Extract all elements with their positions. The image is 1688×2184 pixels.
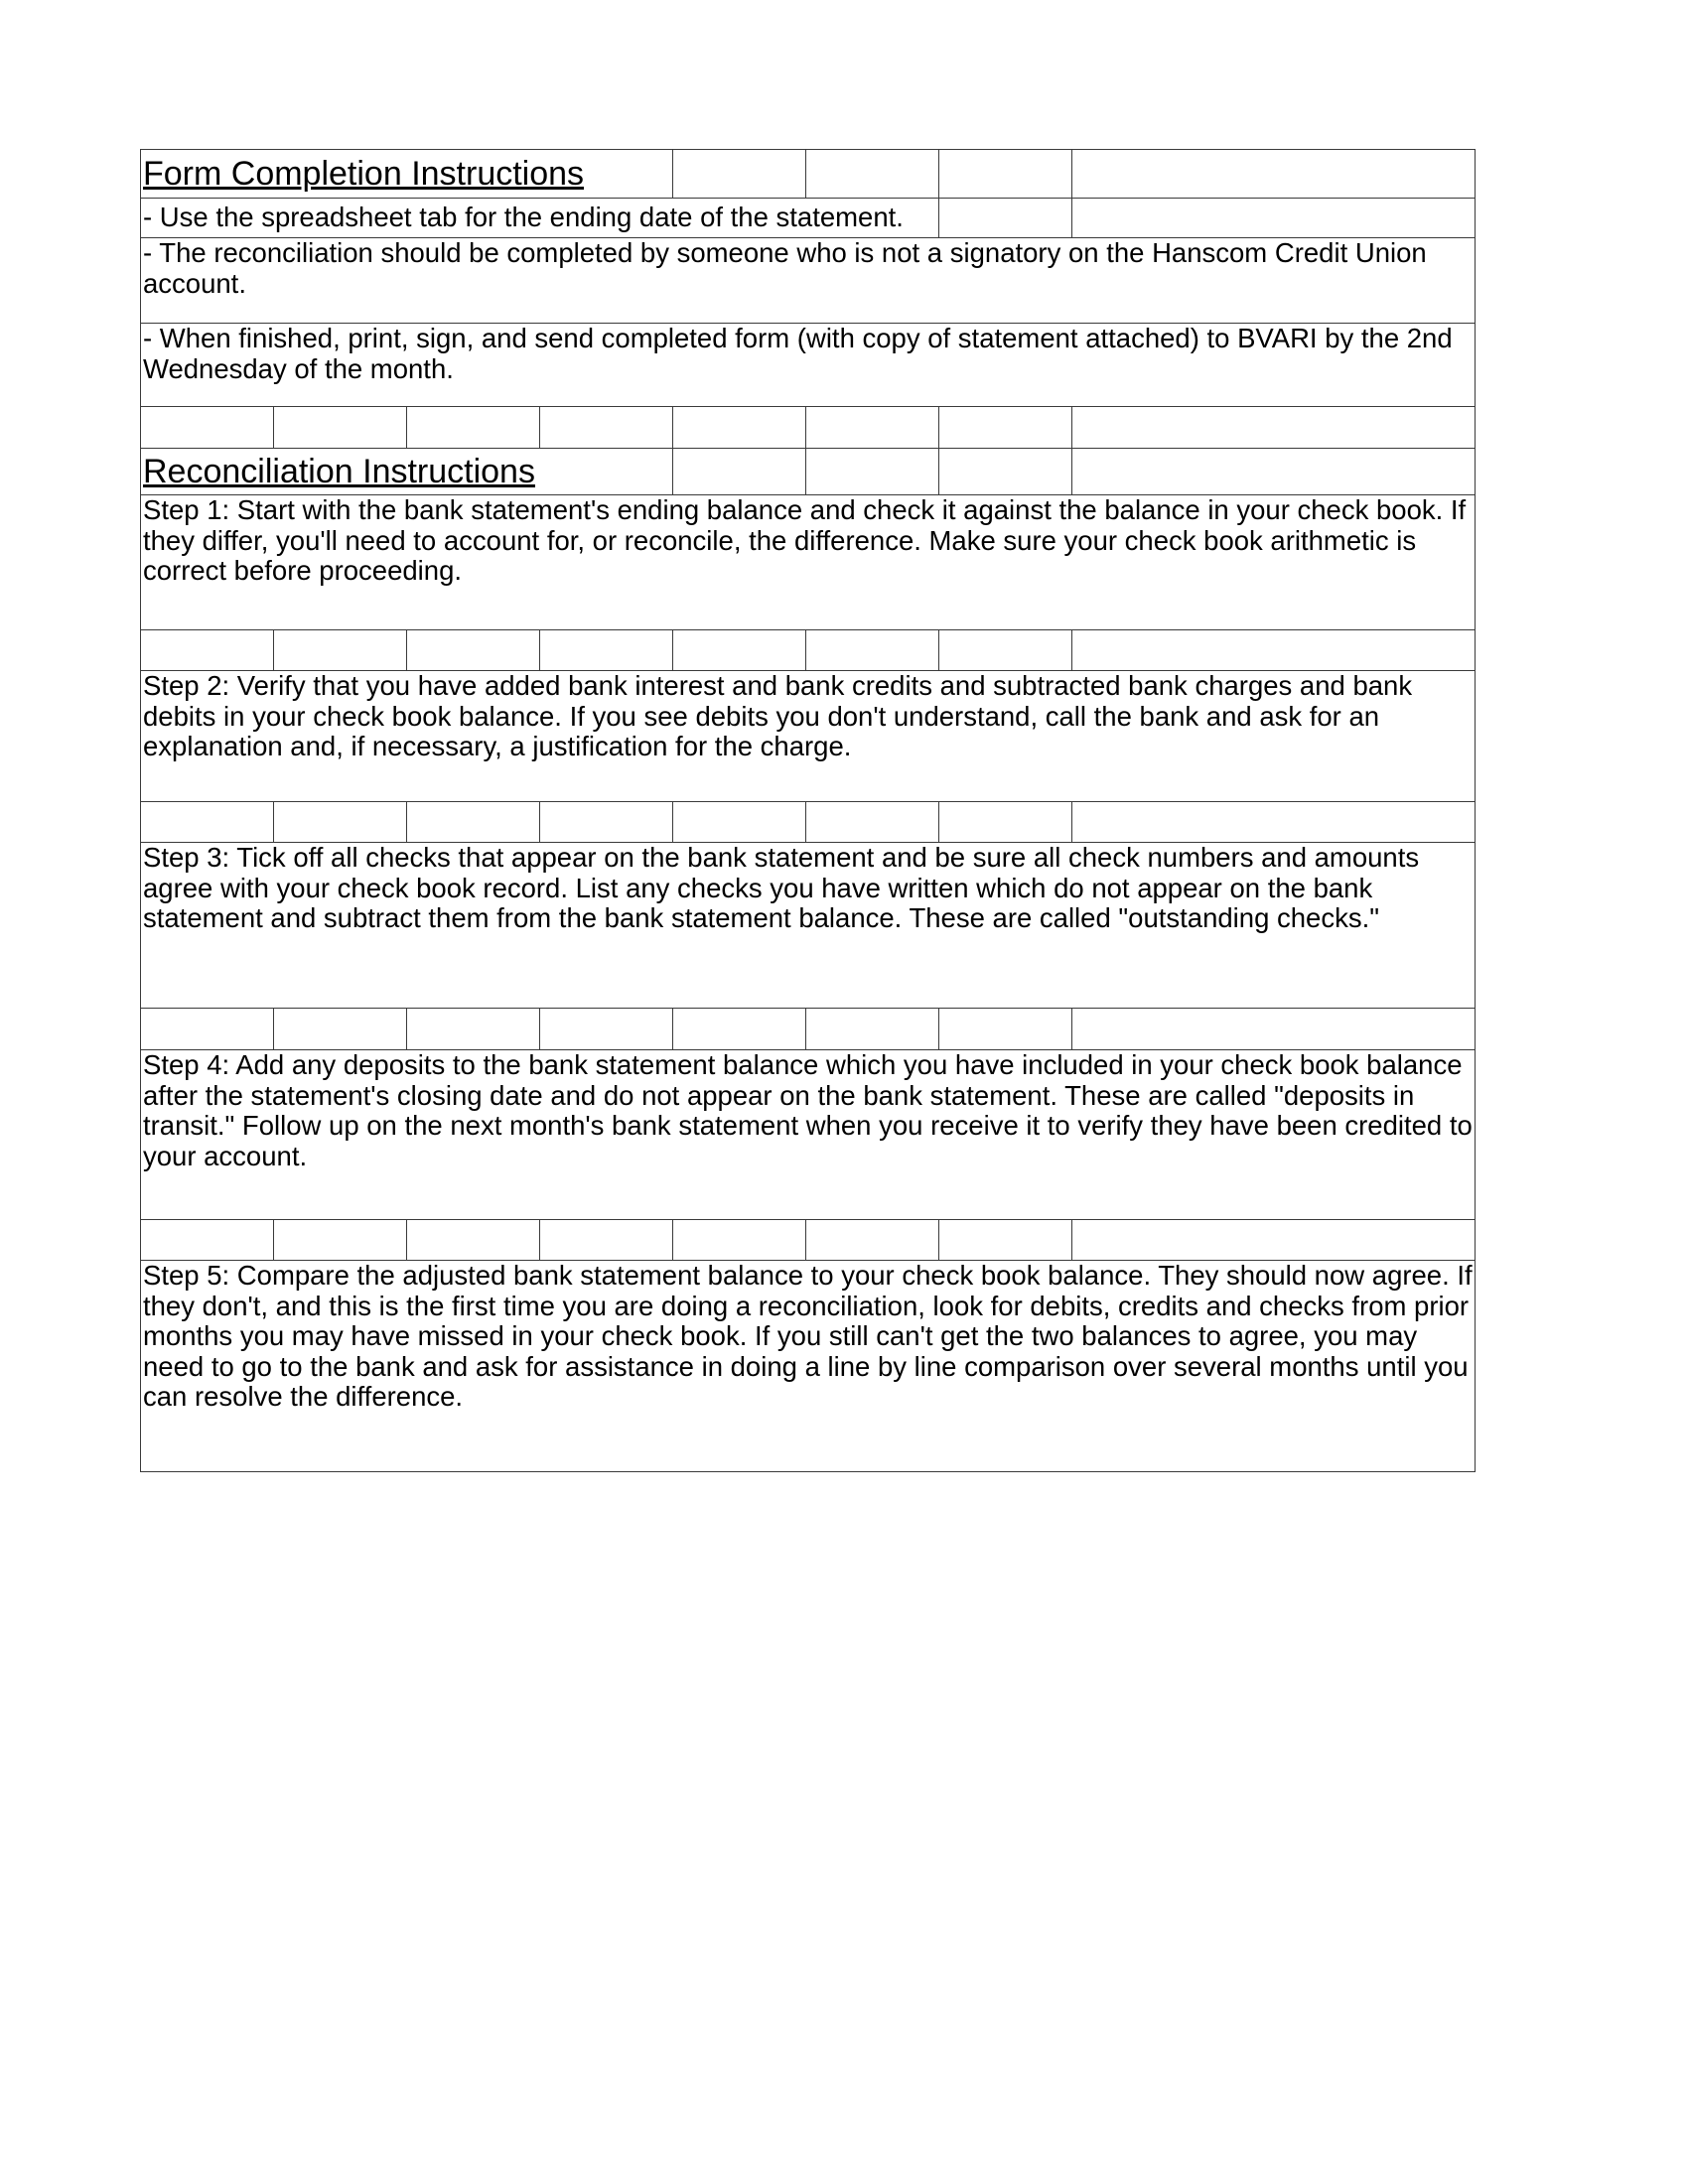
cell — [274, 1009, 407, 1050]
cell — [141, 1220, 274, 1261]
form-completion-heading-row — [141, 150, 1476, 199]
step-4: Step 4: Add any deposits to the bank statement balance which you have included in your check book balance after the statement's closing date and do not appear on the bank statement. These are called "deposits in transit." Follow up on the next month's bank statement when you receive it to verify they have been credited to your account. — [141, 1050, 1476, 1220]
reconciliation-heading: Reconciliation Instructions — [141, 449, 673, 495]
cell — [806, 802, 939, 843]
cell — [939, 630, 1072, 671]
spacer-row — [141, 407, 1476, 449]
step-5: Step 5: Compare the adjusted bank statement balance to your check book balance. They should now agree. If they don't, and this is the first time you are doing a reconciliation, look for debits, credits and checks from prior months you may have missed in your check book. If you still can't get the two balances to agree, you may need to go to the bank and ask for assistance in doing a line by line comparison over several months until you can resolve the difference. — [141, 1261, 1476, 1472]
spacer-row — [141, 1009, 1476, 1050]
cell — [407, 1220, 540, 1261]
form-completion-item-3: - When finished, print, sign, and send completed form (with copy of statement attached) to BVARI by the 2nd Wednesday of the month. — [141, 324, 1476, 407]
cell — [141, 407, 274, 449]
cell — [806, 1220, 939, 1261]
cell — [939, 150, 1072, 199]
step-row — [141, 495, 1476, 630]
cell — [806, 1009, 939, 1050]
cell — [939, 199, 1072, 238]
form-completion-item-1: - Use the spreadsheet tab for the ending date of the statement. — [141, 199, 939, 238]
cell — [540, 630, 673, 671]
cell — [806, 449, 939, 495]
cell — [806, 630, 939, 671]
cell — [540, 1009, 673, 1050]
cell — [1072, 1009, 1476, 1050]
cell — [274, 407, 407, 449]
cell — [1072, 630, 1476, 671]
cell — [1072, 802, 1476, 843]
spacer-row — [141, 1220, 1476, 1261]
reconciliation-heading-row — [141, 449, 1476, 495]
cell — [673, 802, 806, 843]
cell — [806, 150, 939, 199]
cell — [1072, 407, 1476, 449]
cell — [673, 407, 806, 449]
step-3: Step 3: Tick off all checks that appear on the bank statement and be sure all check numbers and amounts agree with your check book record. List any checks you have written which do not appear on the bank statement and subtract them from the bank statement balance. These are called "outstanding checks." — [141, 843, 1476, 1009]
step-row — [141, 1050, 1476, 1220]
cell — [141, 630, 274, 671]
step-1: Step 1: Start with the bank statement's ending balance and check it against the balance in your check book. If they differ, you'll need to account for, or reconcile, the difference. Make sure your check book arithmetic is correct before proceeding. — [141, 495, 1476, 630]
cell — [1072, 1220, 1476, 1261]
form-completion-item-row — [141, 199, 1476, 238]
form-completion-heading: Form Completion Instructions — [141, 150, 673, 199]
form-completion-item-row — [141, 324, 1476, 407]
cell — [939, 1220, 1072, 1261]
cell — [274, 1220, 407, 1261]
cell — [407, 630, 540, 671]
cell — [1072, 199, 1476, 238]
cell — [939, 802, 1072, 843]
cell — [673, 630, 806, 671]
spacer-row — [141, 630, 1476, 671]
cell — [673, 150, 806, 199]
step-row — [141, 1261, 1476, 1472]
form-completion-item-2: - The reconciliation should be completed by someone who is not a signatory on the Hanscom Credit Union account. — [141, 238, 1476, 324]
cell — [1072, 150, 1476, 199]
cell — [673, 1009, 806, 1050]
cell — [407, 1009, 540, 1050]
cell — [939, 407, 1072, 449]
cell — [274, 802, 407, 843]
cell — [274, 630, 407, 671]
cell — [939, 1009, 1072, 1050]
form-completion-item-row — [141, 238, 1476, 324]
cell — [540, 407, 673, 449]
spacer-row — [141, 802, 1476, 843]
step-row — [141, 671, 1476, 802]
cell — [407, 407, 540, 449]
cell — [540, 802, 673, 843]
cell — [1072, 449, 1476, 495]
instructions-sheet — [140, 149, 1476, 1472]
cell — [673, 449, 806, 495]
cell — [673, 1220, 806, 1261]
cell — [540, 1220, 673, 1261]
cell — [141, 802, 274, 843]
cell — [407, 802, 540, 843]
cell — [806, 407, 939, 449]
step-2: Step 2: Verify that you have added bank interest and bank credits and subtracted bank charges and bank debits in your check book balance. If you see debits you don't understand, call the bank and ask for an explanation and, if necessary, a justification for the charge. — [141, 671, 1476, 802]
cell — [141, 1009, 274, 1050]
step-row — [141, 843, 1476, 1009]
cell — [939, 449, 1072, 495]
